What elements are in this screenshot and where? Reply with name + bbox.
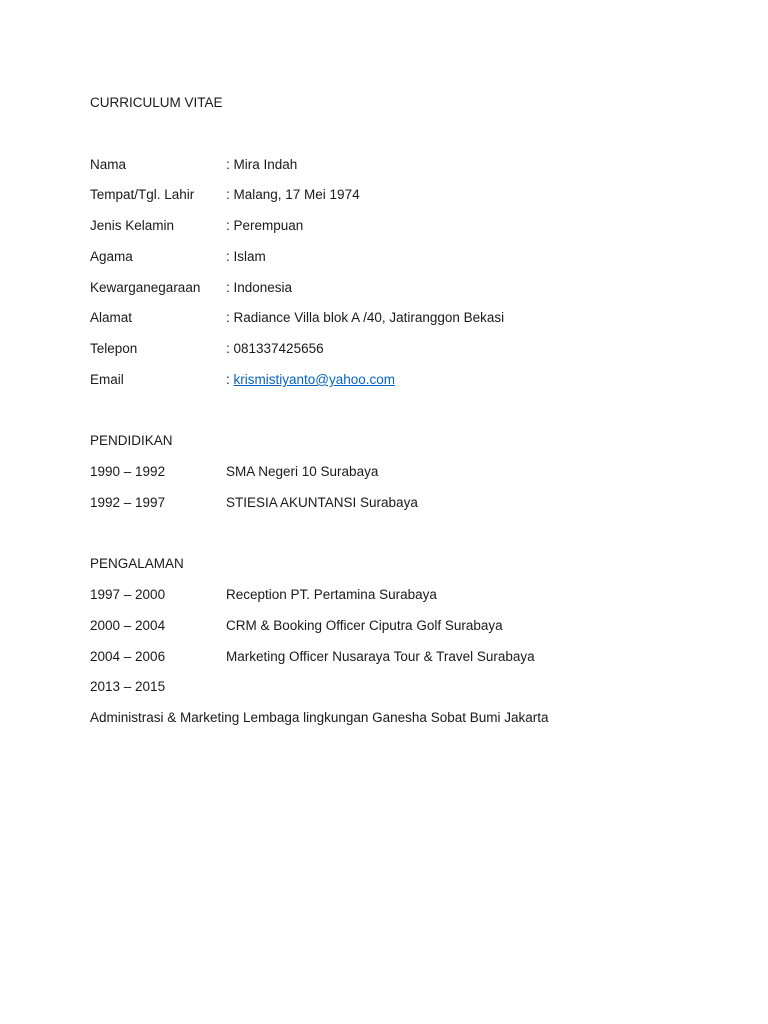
value-alamat: : Radiance Villa blok A /40, Jatiranggon Bekasi (226, 310, 505, 325)
pendidikan-years: 1990 – 1992 (90, 464, 166, 479)
pengalaman-desc: CRM & Booking Officer Ciputra Golf Surabaya (226, 618, 503, 633)
value-agama: : Islam (226, 249, 266, 264)
pendidikan-years: 1992 – 1997 (90, 495, 166, 510)
pengalaman-years: 1997 – 2000 (90, 587, 166, 602)
label-telepon: Telepon (90, 341, 138, 356)
pendidikan-desc: STIESIA AKUNTANSI Surabaya (226, 495, 418, 510)
label-agama: Agama (90, 249, 133, 264)
value-kewarganegaraan: : Indonesia (226, 280, 293, 295)
pengalaman-desc: Reception PT. Pertamina Surabaya (226, 587, 437, 602)
value-ttl: : Malang, 17 Mei 1974 (226, 187, 360, 202)
value-email-wrapper (226, 371, 395, 389)
pengalaman-years: 2004 – 2006 (90, 649, 166, 664)
label-jenis-kelamin: Jenis Kelamin (90, 218, 175, 233)
value-jenis-kelamin: : Perempuan (226, 218, 304, 233)
label-kewarganegaraan: Kewarganegaraan (90, 280, 201, 295)
label-nama: Nama (90, 157, 127, 172)
label-email: Email (90, 372, 124, 387)
cv-page (90, 0, 730, 1024)
label-alamat: Alamat (90, 310, 133, 325)
email-prefix: : (226, 372, 234, 387)
section-heading-pengalaman: PENGALAMAN (90, 556, 184, 571)
label-ttl: Tempat/Tgl. Lahir (90, 187, 195, 202)
email-link[interactable]: krismistiyanto@yahoo.com (233, 372, 396, 387)
pengalaman-years: 2013 – 2015 (90, 679, 166, 694)
value-nama: : Mira Indah (226, 157, 298, 172)
pengalaman-last-line: Administrasi & Marketing Lembaga lingkungan Ganesha Sobat Bumi Jakarta (90, 710, 549, 725)
value-telepon: : 081337425656 (226, 341, 324, 356)
pengalaman-years: 2000 – 2004 (90, 618, 166, 633)
pendidikan-desc: SMA Negeri 10 Surabaya (226, 464, 379, 479)
section-heading-pendidikan: PENDIDIKAN (90, 433, 173, 448)
pengalaman-desc: Marketing Officer Nusaraya Tour & Travel Surabaya (226, 649, 535, 664)
document-title: CURRICULUM VITAE (90, 95, 223, 110)
